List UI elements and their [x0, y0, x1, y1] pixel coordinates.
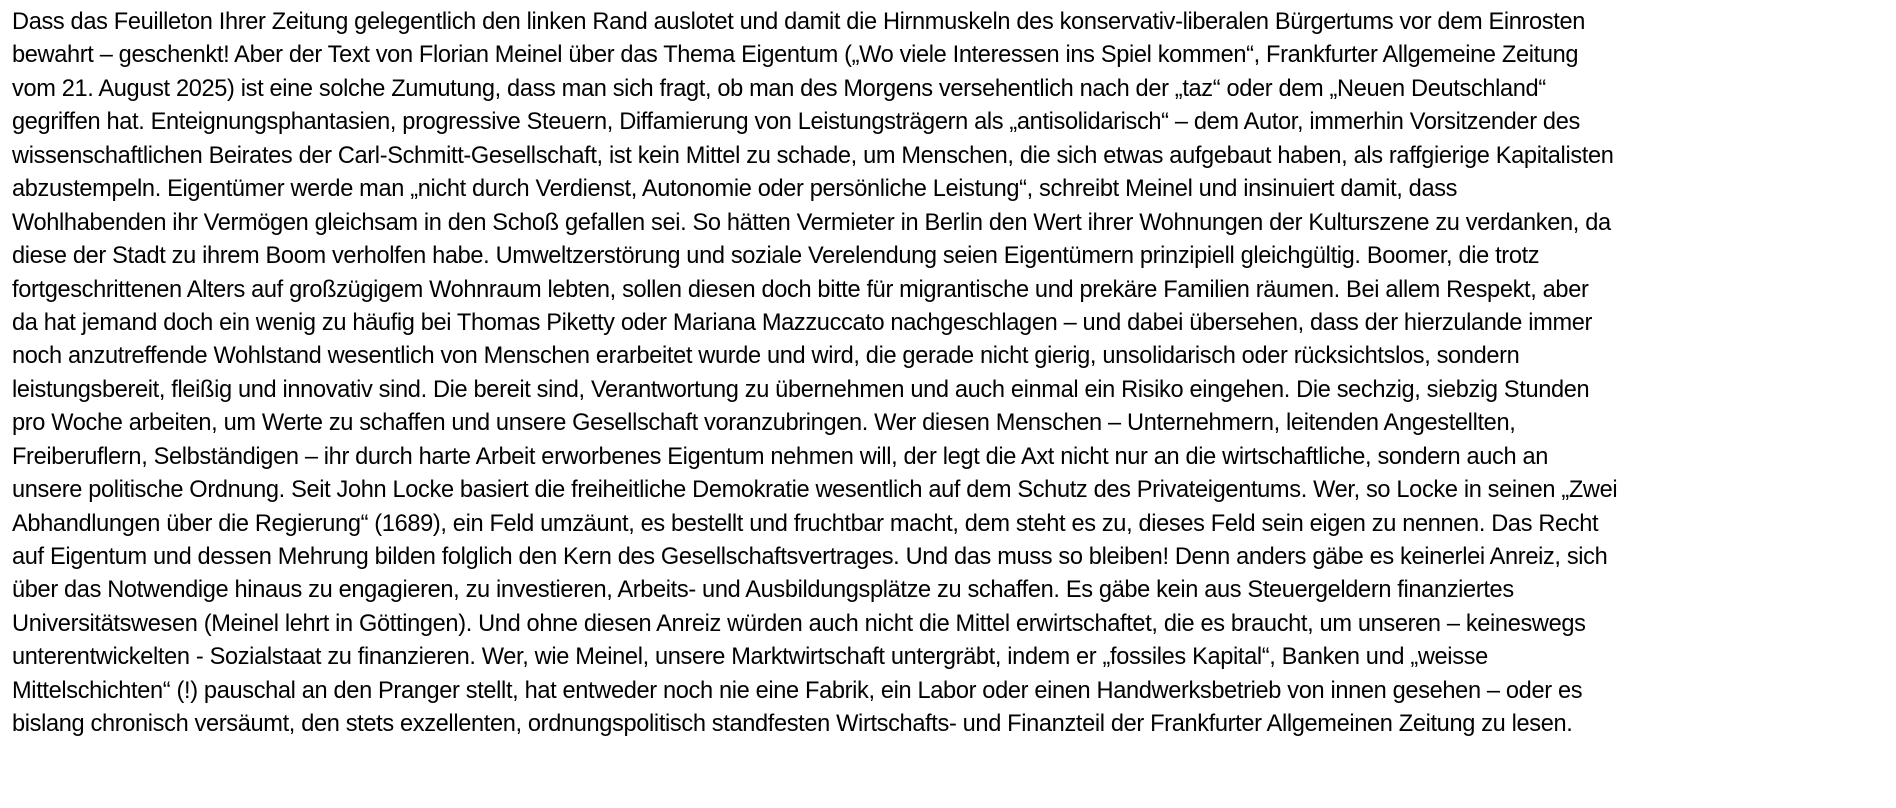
- text-line: da hat jemand doch ein wenig zu häufig bei Thomas Piketty oder Mariana Mazzuccato nachgeschlagen – und dabei übersehen, dass der hierzulande immer: [12, 309, 1593, 336]
- text-line: Dass das Feuilleton Ihrer Zeitung gelegentlich den linken Rand auslotet und damit die Hirnmuskeln des konservativ-liberalen Bürgertums vor dem Einrosten: [12, 9, 1585, 35]
- text-line: unsere politische Ordnung. Seit John Locke basiert die freiheitliche Demokratie wesentlich auf dem Schutz des Privateigentums. Wer, so Locke in seinen „Zwei: [12, 477, 1618, 504]
- text-line: leistungsbereit, fleißig und innovativ sind. Die bereit sind, Verantwortung zu übernehmen und auch einmal ein Risiko eingehen. Die sechzig, siebzig Stunden: [12, 376, 1590, 403]
- text-line: bewahrt – geschenkt! Aber der Text von Florian Meinel über das Thema Eigentum („Wo viele Interessen ins Spiel kommen“, Frankfurter Allgemeine Zeitung: [12, 42, 1579, 69]
- text-line: abzustempeln. Eigentümer werde man „nicht durch Verdienst, Autonomie oder persönliche Leistung“, schreibt Meinel und insinuiert damit, dass: [12, 176, 1458, 203]
- text-line: Universitätswesen (Meinel lehrt in Göttingen). Und ohne diesen Anreiz würden auch nicht die Mittel erwirtschaftet, die es braucht, um unseren – keineswegs: [12, 610, 1586, 637]
- text-line: diese der Stadt zu ihrem Boom verholfen habe. Umweltzerstörung und soziale Verelendung seien Eigentümern prinzipiell gleichgültig. Boomer, die trotz: [12, 243, 1540, 270]
- text-line: vom 21. August 2025) ist eine solche Zumutung, dass man sich fragt, ob man des Morgens versehentlich nach der „taz“ oder dem „Neuen Deutschland“: [12, 75, 1546, 102]
- text-line: unterentwickelten - Sozialstaat zu finanzieren. Wer, wie Meinel, unsere Marktwirtschaft untergräbt, indem er „fossiles Kapital“, Banken und „weisse: [12, 644, 1488, 671]
- text-line: über das Notwendige hinaus zu engagieren, zu investieren, Arbeits- und Ausbildungsplätze zu schaffen. Es gäbe kein aus Steuergeldern finanziertes: [12, 577, 1514, 604]
- text-line: gegriffen hat. Enteignungsphantasien, progressive Steuern, Diffamierung von Leistungsträgern als „antisolidarisch“ – dem Autor, immerhin Vorsitzender des: [12, 109, 1580, 136]
- text-line: Mittelschichten“ (!) pauschal an den Pranger stellt, hat entweder noch nie eine Fabrik, ein Labor oder einen Handwerksbetrieb von innen gesehen – oder es: [12, 677, 1583, 704]
- text-line: Wohlhabenden ihr Vermögen gleichsam in den Schoß gefallen sei. So hätten Vermieter in Berlin den Wert ihrer Wohnungen der Kulturszene zu verdanken, da: [12, 209, 1611, 236]
- letter-paragraph: [12, 6, 1892, 742]
- text-line: fortgeschrittenen Alters auf großzügigem Wohnraum lebten, sollen diesen doch bitte für migrantische und prekäre Familien räumen. Bei allem Respekt, aber: [12, 276, 1589, 303]
- text-line: Abhandlungen über die Regierung“ (1689), ein Feld umzäunt, es bestellt und fruchtbar macht, dem steht es zu, dieses Feld sein eigen zu nennen. Das Recht: [12, 510, 1599, 537]
- text-line: wissenschaftlichen Beirates der Carl-Schmitt-Gesellschaft, ist kein Mittel zu schade, um Menschen, die sich etwas aufgebaut haben, als raffgierige Kapitalisten: [12, 142, 1614, 169]
- text-line: noch anzutreffende Wohlstand wesentlich von Menschen erarbeitet wurde und wird, die gerade nicht gierig, unsolidarisch oder rücksichtslos, sondern: [12, 343, 1520, 370]
- letter-document: [12, 0, 1892, 742]
- text-line: bislang chronisch versäumt, den stets exzellenten, ordnungspolitisch standfesten Wirtschafts- und Finanzteil der Frankfurter Allgemeinen Zeitung zu lesen.: [12, 711, 1573, 738]
- text-line: pro Woche arbeiten, um Werte zu schaffen und unsere Gesellschaft voranzubringen. Wer diesen Menschen – Unternehmern, leitenden Angestellten,: [12, 410, 1516, 437]
- text-line: Freiberuflern, Selbständigen – ihr durch harte Arbeit erworbenes Eigentum nehmen will, der legt die Axt nicht nur an die wirtschaftliche, sondern auch an: [12, 443, 1548, 470]
- text-line: auf Eigentum und dessen Mehrung bilden folglich den Kern des Gesellschaftsvertrages. Und das muss so bleiben! Denn anders gäbe es keinerlei Anreiz, sich: [12, 544, 1608, 570]
